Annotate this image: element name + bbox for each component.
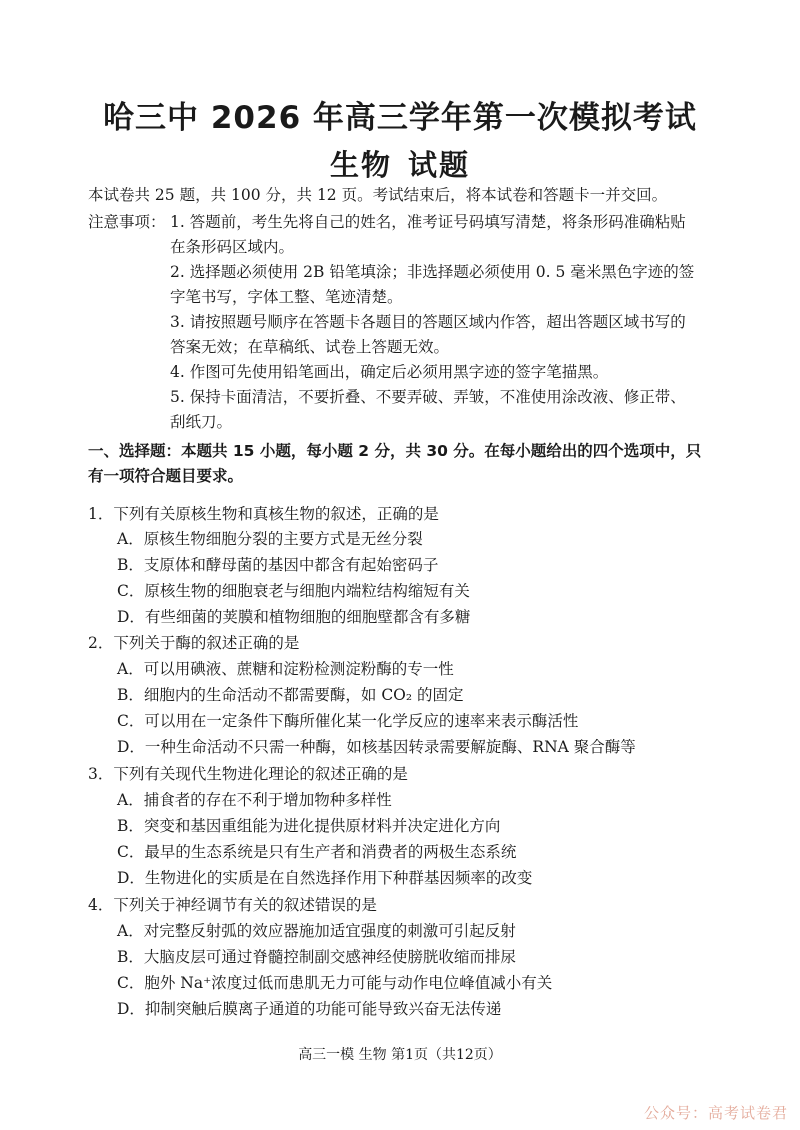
exam-title: 哈三中 2026 年高三学年第一次模拟考试 <box>103 100 697 136</box>
question-stem: 2．下列关于酶的叙述正确的是 <box>88 634 300 652</box>
question-option: C．原核生物的细胞衰老与细胞内端粒结构缩短有关 <box>117 582 470 600</box>
question-option: B．突变和基因重组能为进化提供原材料并决定进化方向 <box>117 817 501 835</box>
question-option: B．大脑皮层可通过脊髓控制副交感神经使膀胱收缩而排尿 <box>117 948 516 966</box>
question-stem: 4．下列关于神经调节有关的叙述错误的是 <box>88 896 377 914</box>
question-option: A．原核生物细胞分裂的主要方式是无丝分裂 <box>117 530 423 548</box>
notice-line: 5. 保持卡面清洁，不要折叠、不要弄破、弄皱，不准使用涂改液、修正带、 <box>170 388 686 406</box>
exam-intro: 本试卷共 25 题，共 100 分，共 12 页。考试结束后，将本试卷和答题卡一并交回。 <box>88 186 668 204</box>
notice-label: 注意事项： <box>88 213 166 231</box>
exam-subtitle <box>0 143 800 184</box>
notice-line: 1. 答题前，考生先将自己的姓名，准考证号码填写清楚，将条形码准确粘贴 <box>170 213 686 231</box>
notice-line: 刮纸刀。 <box>170 413 233 431</box>
question-option: C．最早的生态系统是只有生产者和消费者的两极生态系统 <box>117 843 517 861</box>
question-option: C．可以用在一定条件下酶所催化某一化学反应的速率来表示酶活性 <box>117 712 579 730</box>
notice-line: 2. 选择题必须使用 2B 铅笔填涂；非选择题必须使用 0. 5 毫米黑色字迹的签 <box>170 263 695 281</box>
section-heading: 一、选择题：本题共 15 小题，每小题 2 分，共 30 分。在每小题给出的四个选项中，只 <box>88 442 702 460</box>
notice-line: 在条形码区域内。 <box>170 238 295 256</box>
question-option: A．对完整反射弧的效应器施加适宜强度的刺激可引起反射 <box>117 922 516 940</box>
question-stem: 1．下列有关原核生物和真核生物的叙述，正确的是 <box>88 505 439 523</box>
watermark: 公众号：高考试卷君 <box>643 1104 788 1122</box>
subject-name: 生物 <box>329 148 392 182</box>
question-option: A．可以用碘液、蔗糖和淀粉检测淀粉酶的专一性 <box>117 660 454 678</box>
notice-line: 4. 作图可先使用铅笔画出，确定后必须用黑字迹的签字笔描黑。 <box>170 363 609 381</box>
question-option: A．捕食者的存在不利于增加物种多样性 <box>117 791 392 809</box>
question-option: D．有些细菌的荚膜和植物细胞的细胞壁都含有多糖 <box>117 608 471 626</box>
notice-line: 字笔书写，字体工整、笔迹清楚。 <box>170 288 403 306</box>
question-option: B．支原体和酵母菌的基因中都含有起始密码子 <box>117 556 439 574</box>
question-option: B．细胞内的生命活动不都需要酶，如 CO₂ 的固定 <box>117 686 464 704</box>
section-heading-cont: 有一项符合题目要求。 <box>88 467 244 485</box>
question-option: D．抑制突触后膜离子通道的功能可能导致兴奋无法传递 <box>117 1000 502 1018</box>
notice-line: 答案无效；在草稿纸、试卷上答题无效。 <box>170 338 450 356</box>
question-option: D．生物进化的实质是在自然选择作用下种群基因频率的改变 <box>117 869 533 887</box>
question-stem: 3．下列有关现代生物进化理论的叙述正确的是 <box>88 765 408 783</box>
question-option: C．胞外 Na⁺浓度过低而患肌无力可能与动作电位峰值减小有关 <box>117 974 553 992</box>
page-footer: 高三一模 生物 第1页（共12页） <box>298 1047 502 1063</box>
paper-type: 试题 <box>408 148 471 182</box>
question-option: D．一种生命活动不只需一种酶，如核基因转录需要解旋酶、RNA 聚合酶等 <box>117 738 636 756</box>
notice-line: 3. 请按照题号顺序在答题卡各题目的答题区域内作答，超出答题区域书写的 <box>170 313 686 331</box>
